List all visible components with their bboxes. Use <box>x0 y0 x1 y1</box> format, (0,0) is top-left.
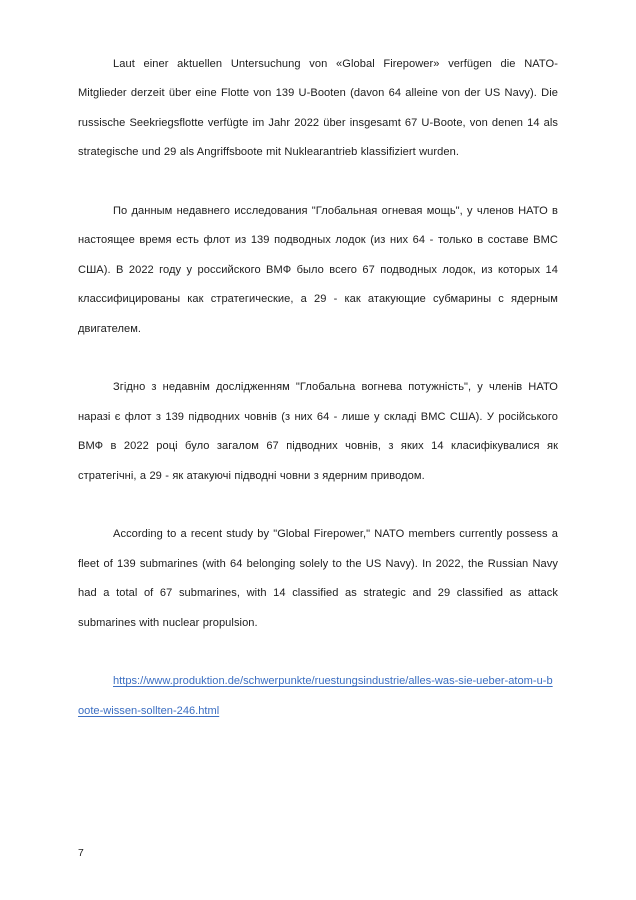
paragraph-spacer <box>78 168 558 197</box>
paragraph-spacer <box>78 491 558 520</box>
page-number: 7 <box>78 848 84 859</box>
paragraph-ukrainian: Згідно з недавнім дослідженням "Глобальна вогнева потужність", у членів НАТО наразі є флот з 139 підводних човнів (з них 64 - лише у складі ВМС США). У російського ВМФ в 2022 році було загалом 67 підводних човнів, з яких 14 класифікувалися як стратегічні, а 29 - як атакуючі підводні човни з ядерним приводом. <box>78 381 558 482</box>
source-link-block <box>78 667 558 726</box>
paragraph-spacer <box>78 344 558 373</box>
paragraph-english: According to a recent study by "Global Firepower," NATO members currently possess a fleet of 139 submarines (with 64 belonging solely to the US Navy). In 2022, the Russian Navy had a total of 67 submarines, with 14 classified as strategic and 29 classified as attack submarines with nuclear propulsion. <box>78 528 558 629</box>
paragraph-spacer <box>78 638 558 667</box>
paragraph-german: Laut einer aktuellen Untersuchung von «Global Firepower» verfügen die NATO-Mitglieder derzeit über eine Flotte von 139 U-Booten (davon 64 alleine von der US Navy). Die russische Seekriegsflotte verfügte im Jahr 2022 über insgesamt 67 U-Boote, von denen 14 als strategische und 29 als Angriffsboote mit Nuklearantrieb klassifiziert wurden. <box>78 58 558 159</box>
document-body <box>78 50 558 726</box>
source-url-link[interactable]: https://www.produktion.de/schwerpunkte/ruestungsindustrie/alles-was-sie-ueber-atom-u-boote-wissen-sollten-246.html <box>78 675 553 717</box>
paragraph-russian: По данным недавнего исследования "Глобальная огневая мощь", у членов НАТО в настоящее время есть флот из 139 подводных лодок (из них 64 - только в составе ВМС США). В 2022 году у российского ВМФ было всего 67 подводных лодок, из которых 14 классифицированы как стратегические, а 29 - как атакующие субмарины с ядерным двигателем. <box>78 205 558 335</box>
